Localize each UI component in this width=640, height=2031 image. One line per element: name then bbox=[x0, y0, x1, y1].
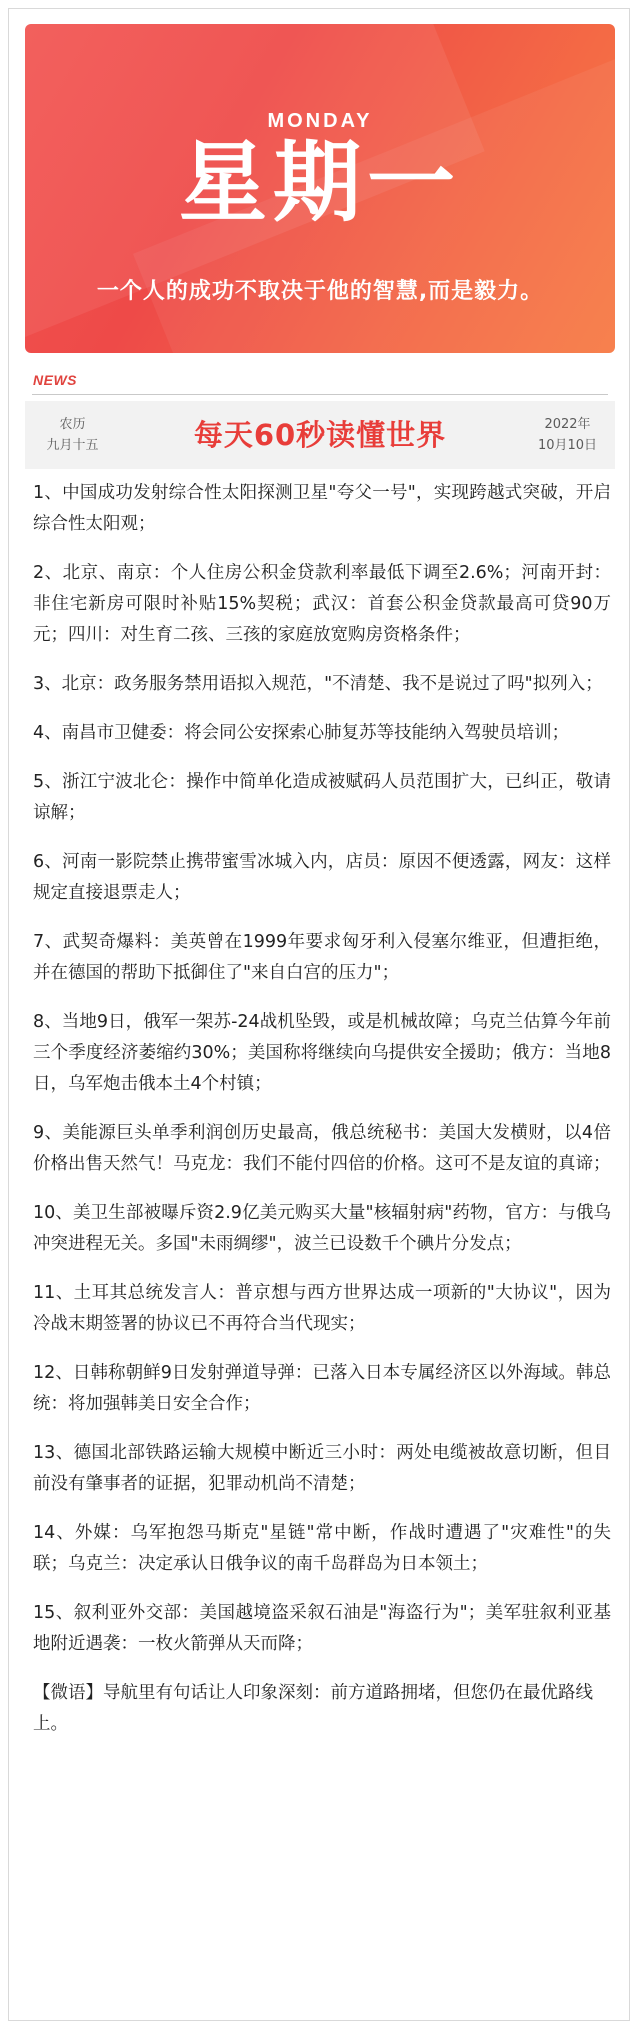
news-item: 12、日韩称朝鲜9日发射弹道导弹：已落入日本专属经济区以外海域。韩总统：将加强韩美日安全合作； bbox=[33, 1363, 611, 1414]
news-item: 9、美能源巨头单季利润创历史最高，俄总统秘书：美国大发横财，以4倍价格出售天然气！马克龙：我们不能付四倍的价格。这可不是友谊的真谛； bbox=[33, 1123, 611, 1174]
news-item: 4、南昌市卫健委：将会同公安探索心肺复苏等技能纳入驾驶员培训； bbox=[33, 723, 570, 743]
daily-motto: 一个人的成功不取决于他的智慧,而是毅力。 bbox=[96, 279, 544, 304]
news-tag: NEWS bbox=[33, 372, 77, 388]
daily-quote: 【微语】导航里有句话让人印象深刻：前方道路拥堵，但您仍在最优路线上。 bbox=[33, 1683, 593, 1734]
news-item: 11、土耳其总统发言人：普京想与西方世界达成一项新的"大协议"，因为冷战末期签署的协议已不再符合当代现实； bbox=[33, 1283, 611, 1334]
weekday-chinese: 星期一 bbox=[178, 131, 461, 234]
news-header bbox=[25, 401, 615, 469]
news-item: 15、叙利亚外交部：美国越境盗采叙石油是"海盗行为"；美军驻叙利亚基地附近遇袭：一枚火箭弹从天而降； bbox=[33, 1603, 611, 1654]
news-item: 8、当地9日，俄军一架苏-24战机坠毁，或是机械故障；乌克兰估算今年前三个季度经济萎缩约30%；美国称将继续向乌提供安全援助；俄方：当地8日，乌军炮击俄本土4个村镇； bbox=[33, 1012, 611, 1094]
news-item: 3、北京：政务服务禁用语拟入规范，"不清楚、我不是说过了吗"拟列入； bbox=[33, 674, 603, 694]
date-year: 2022年 bbox=[544, 417, 591, 432]
news-list bbox=[33, 478, 611, 1740]
lunar-label: 农历 bbox=[59, 417, 86, 432]
lunar-date bbox=[25, 414, 120, 456]
calendar-date bbox=[520, 414, 615, 456]
news-item: 10、美卫生部被曝斥资2.9亿美元购买大量"核辐射病"药物，官方：与俄乌冲突进程无关。多国"未雨绸缪"，波兰已设数千个碘片分发点； bbox=[33, 1203, 611, 1254]
news-item: 5、浙江宁波北仑：操作中简单化造成被赋码人员范围扩大，已纠正，敬请谅解； bbox=[33, 772, 611, 823]
page-title: 每天60秒读懂世界 bbox=[193, 418, 447, 452]
news-item: 2、北京、南京：个人住房公积金贷款利率最低下调至2.6%；河南开封：非住宅新房可限时补贴15%契税；武汉：首套公积金贷款最高可贷90万元；四川：对生育二孩、三孩的家庭放宽购房资格条件； bbox=[33, 563, 611, 645]
news-item: 14、外媒：乌军抱怨马斯克"星链"常中断，作战时遭遇了"灾难性"的失联；乌克兰：决定承认日俄争议的南千岛群岛为日本领土； bbox=[33, 1523, 611, 1574]
date-month-day: 10月10日 bbox=[537, 438, 598, 453]
lunar-day: 九月十五 bbox=[46, 438, 99, 453]
news-item: 13、德国北部铁路运输大规模中断近三小时：两处电缆被故意切断，但目前没有肇事者的证据，犯罪动机尚不清楚； bbox=[33, 1443, 611, 1494]
news-item: 6、河南一影院禁止携带蜜雪冰城入内，店员：原因不便透露，网友：这样规定直接退票走人； bbox=[33, 852, 611, 903]
day-banner bbox=[25, 24, 615, 353]
news-item: 7、武契奇爆料：美英曾在1999年要求匈牙利入侵塞尔维亚，但遭拒绝，并在德国的帮助下抵御住了"来自白宫的压力"； bbox=[33, 932, 611, 983]
news-item: 1、中国成功发射综合性太阳探测卫星"夸父一号"，实现跨越式突破，开启综合性太阳观； bbox=[33, 483, 611, 534]
weekday-english: MONDAY bbox=[267, 110, 373, 132]
news-divider bbox=[32, 394, 608, 395]
